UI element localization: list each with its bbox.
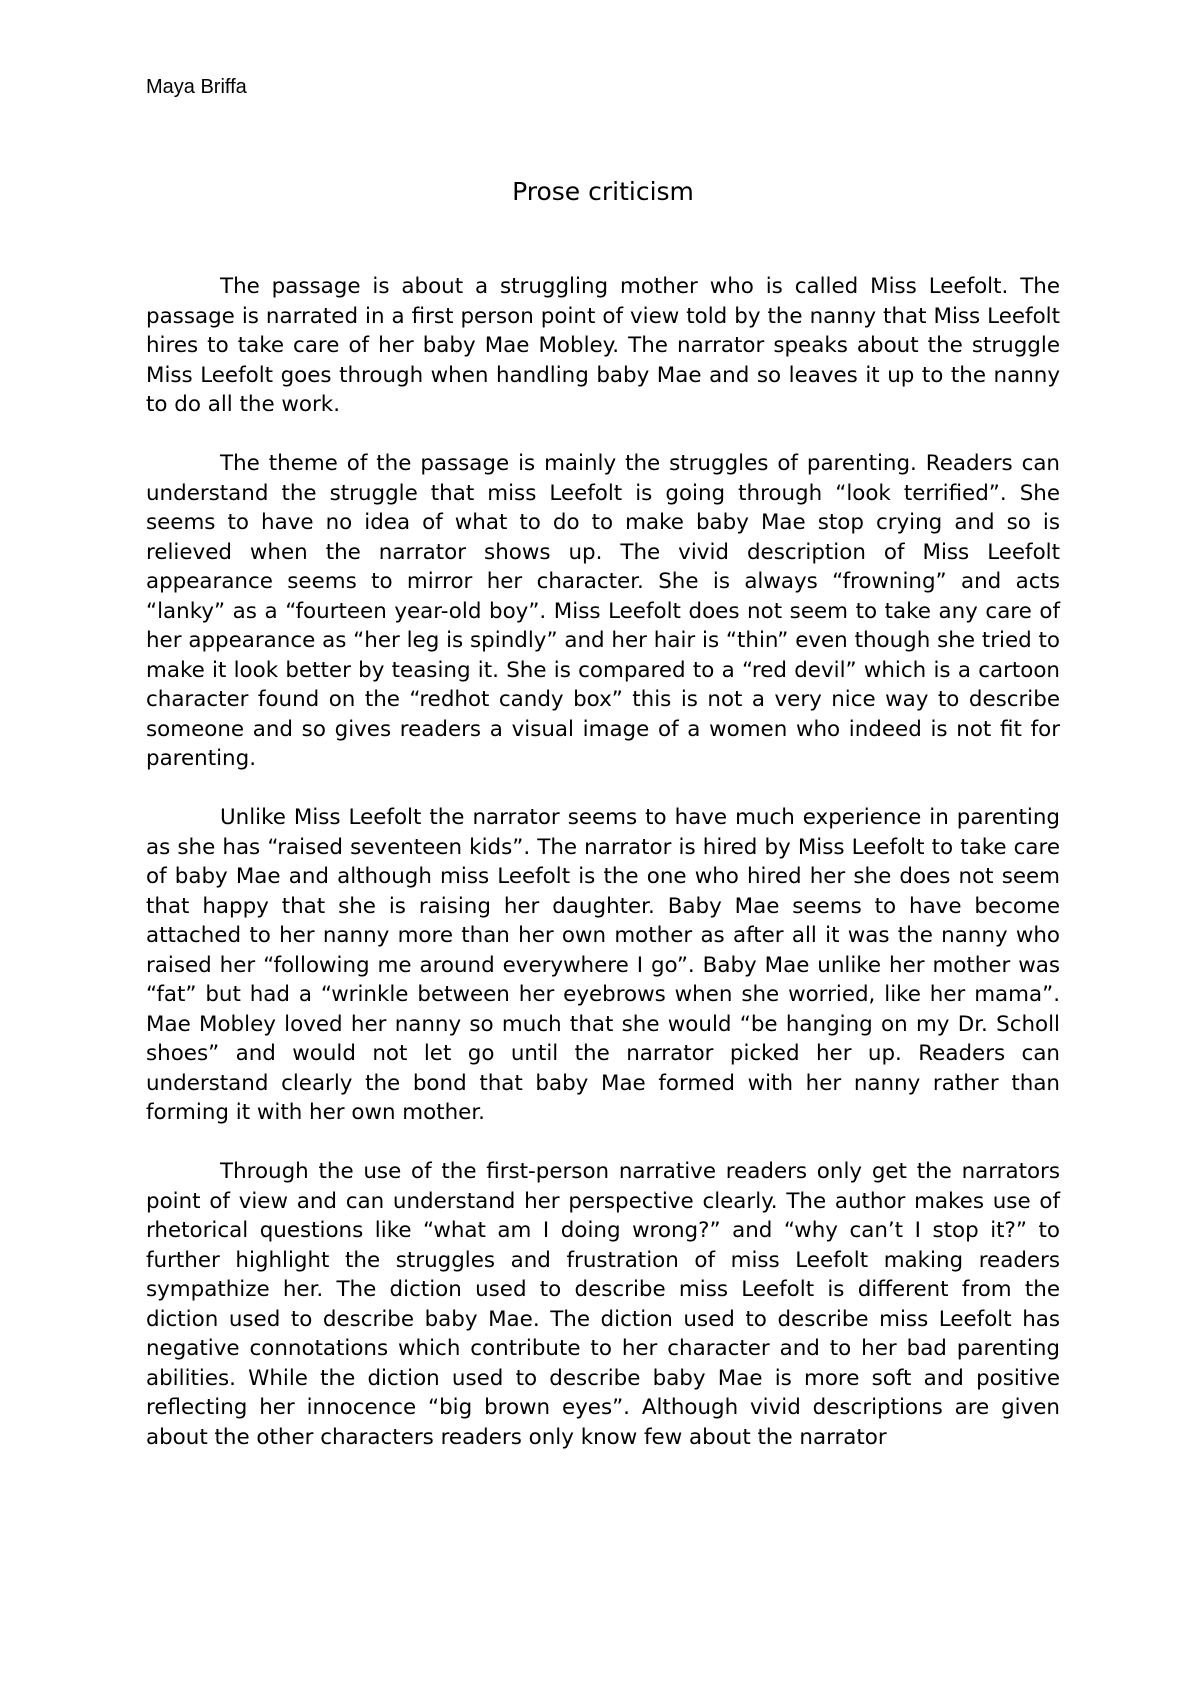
document-title: Prose criticism: [512, 177, 694, 206]
paragraph-1: The passage is about a struggling mother who is called Miss Leefolt. The passage is narrated in a first person point of view told by the nanny that Miss Leefolt hires to take care of her baby Mae Mobley. The narrator speaks about the struggle Miss Leefolt goes through when handling baby Mae and so leaves it up to the nanny to do all the work.: [146, 274, 1060, 417]
paragraph-4: Through the use of the first-person narrative readers only get the narrators point of view and can understand her perspective clearly. The author makes use of rhetorical questions like “what am I doing wrong?” and “why can’t I stop it?” to further highlight the struggles and frustration of miss Leefolt making readers sympathize her. The diction used to describe miss Leefolt is different from the diction used to describe baby Mae. The diction used to describe miss Leefolt has negative connotations which contribute to her character and to her bad parenting abilities. While the diction used to describe baby Mae is more soft and positive reflecting her innocence “big brown eyes”. Although vivid descriptions are given about the other characters readers only know few about the narrator: [146, 1159, 1060, 1450]
paragraph-2: The theme of the passage is mainly the struggles of parenting. Readers can understand the struggle that miss Leefolt is going through “look terrified”. She seems to have no idea of what to do to make baby Mae stop crying and so is relieved when the narrator shows up. The vivid description of Miss Leefolt appearance seems to mirror her character. She is always “frowning” and acts “lanky” as a “fourteen year-old boy”. Miss Leefolt does not seem to take any care of her appearance as “her leg is spindly” and her hair is “thin” even though she tried to make it look better by teasing it. She is compared to a “red devil” which is a cartoon character found on the “redhot candy box” this is not a very nice way to describe someone and so gives readers a visual image of a women who indeed is not fit for parenting.: [146, 451, 1060, 771]
author-name: Maya Briffa: [146, 76, 247, 98]
paragraph-3: Unlike Miss Leefolt the narrator seems to have much experience in parenting as she has “raised seventeen kids”. The narrator is hired by Miss Leefolt to take care of baby Mae and although miss Leefolt is the one who hired her she does not seem that happy that she is raising her daughter. Baby Mae seems to have become attached to her nanny more than her own mother as after all it was the nanny who raised her “following me around everywhere I go”. Baby Mae unlike her mother was “fat” but had a “wrinkle between her eyebrows when she worried, like her mama”. Mae Mobley loved her nanny so much that she would “be hanging on my Dr. Scholl shoes” and would not let go until the narrator picked her up. Readers can understand clearly the bond that baby Mae formed with her nanny rather than forming it with her own mother.: [146, 805, 1060, 1125]
document-body: [146, 272, 1060, 1452]
